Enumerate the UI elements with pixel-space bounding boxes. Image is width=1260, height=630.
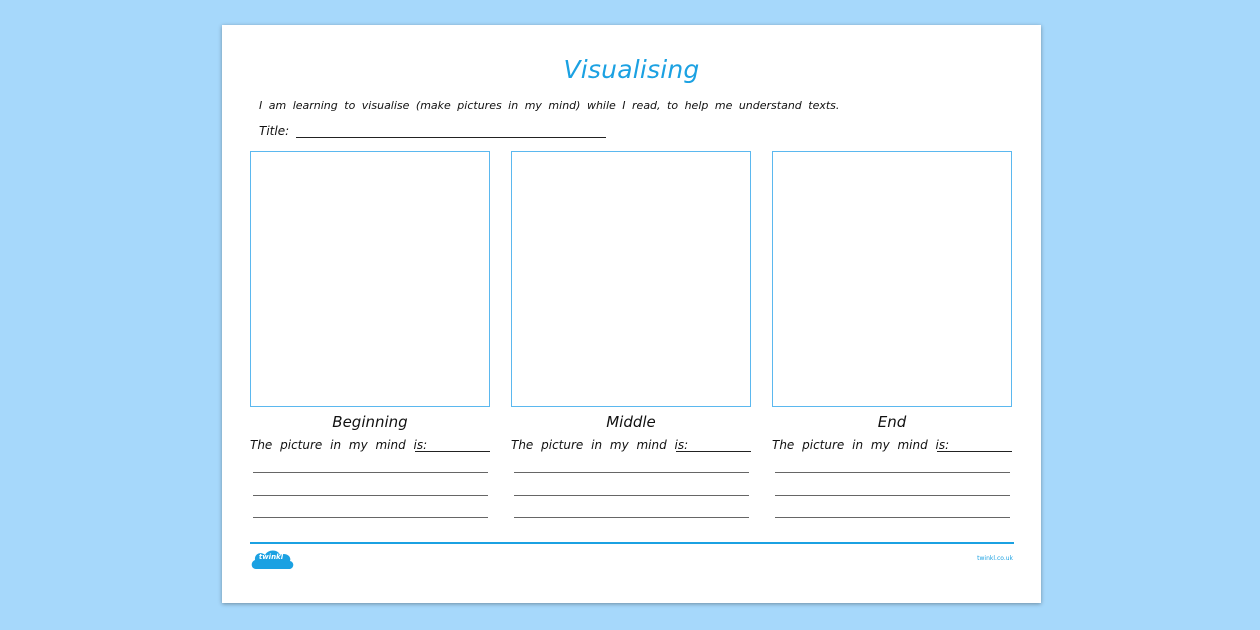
prompt-write-line (676, 451, 751, 452)
write-line (514, 517, 749, 518)
worksheet-page (222, 25, 1041, 603)
write-line (514, 495, 749, 496)
column-end (772, 151, 1012, 531)
column-label-middle: Middle (606, 413, 656, 431)
footer-divider (250, 542, 1014, 544)
write-line (775, 472, 1010, 473)
website-link[interactable]: twinkl.co.uk (977, 555, 1013, 562)
column-beginning (250, 151, 490, 531)
logo-text: twinkl (258, 553, 284, 561)
picture-prompt: The picture in my mind is: (250, 438, 428, 452)
column-middle (511, 151, 751, 531)
write-line (253, 517, 488, 518)
drawing-frame-middle (511, 151, 751, 407)
worksheet-title: Visualising (563, 55, 700, 84)
prompt-write-line (415, 451, 490, 452)
title-label: Title: (259, 124, 290, 138)
picture-prompt: The picture in my mind is: (772, 438, 950, 452)
write-line (775, 495, 1010, 496)
picture-prompt: The picture in my mind is: (511, 438, 689, 452)
title-write-line (296, 137, 606, 138)
drawing-frame-end (772, 151, 1012, 407)
learning-objective: I am learning to visualise (make pictures in my mind) while I read, to help me understand texts. (259, 99, 840, 112)
write-line (775, 517, 1010, 518)
write-line (253, 472, 488, 473)
write-line (514, 472, 749, 473)
prompt-write-line (937, 451, 1012, 452)
twinkl-logo (250, 547, 296, 573)
drawing-frame-beginning (250, 151, 490, 407)
write-line (253, 495, 488, 496)
column-label-end: End (877, 413, 907, 431)
column-label-beginning: Beginning (332, 413, 408, 431)
